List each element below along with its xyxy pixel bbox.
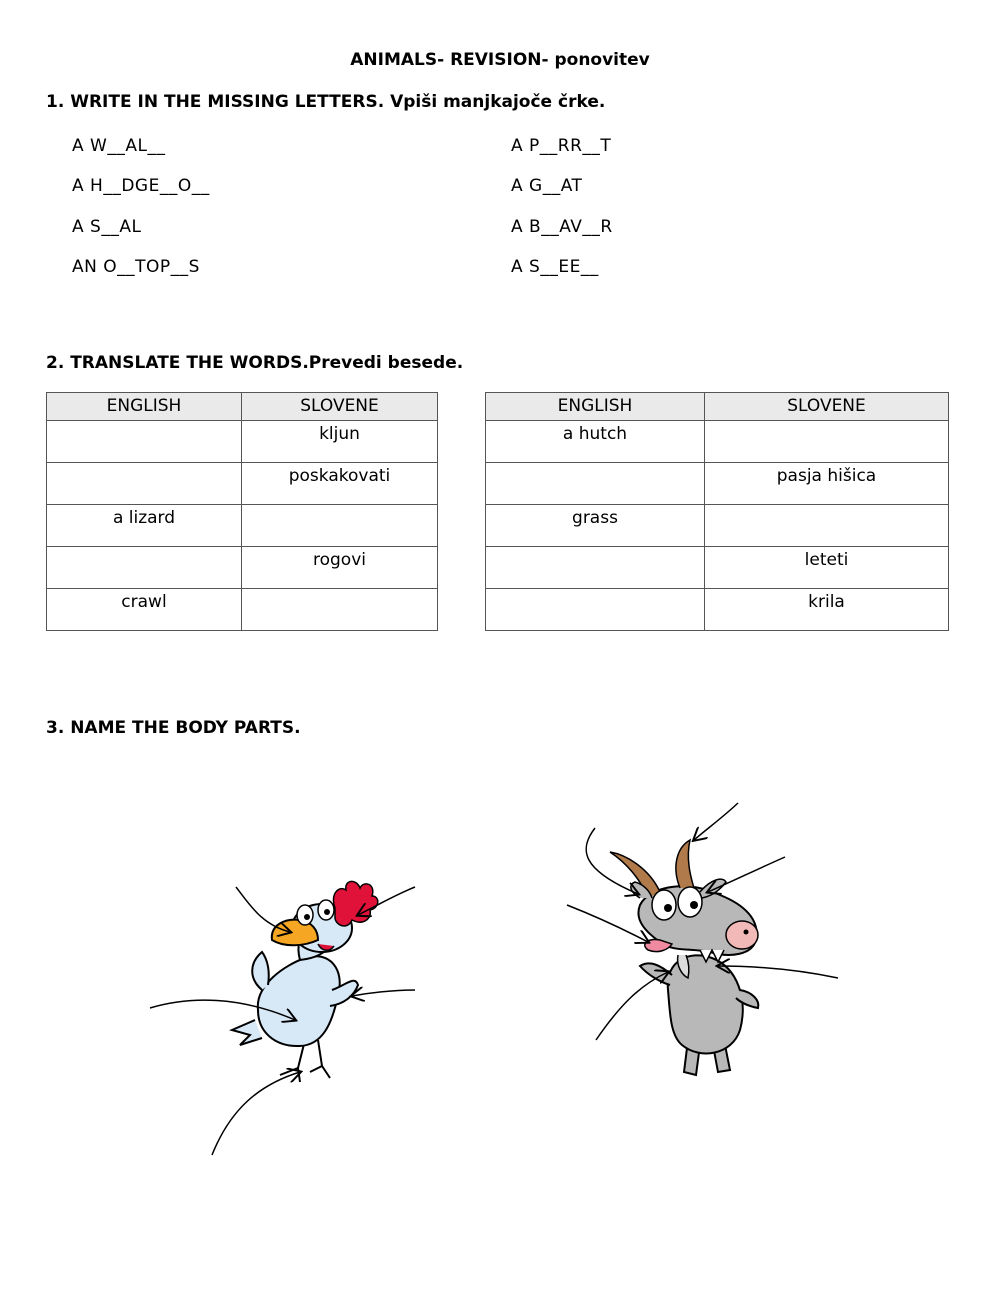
table-row (47, 421, 438, 463)
table-row (47, 547, 438, 589)
english-cell[interactable] (486, 463, 705, 505)
translation-table-left (46, 392, 438, 631)
slovene-cell[interactable]: pasja hišica (705, 463, 949, 505)
missing-letters-item: A P__RR__T (511, 136, 612, 156)
rooster-body (258, 956, 340, 1046)
rooster-pupil (304, 914, 310, 920)
table-row (486, 589, 949, 631)
goat-eye (652, 890, 676, 920)
pointer-arrow (352, 990, 415, 996)
pointer-arrow (596, 972, 668, 1040)
english-cell[interactable] (47, 547, 242, 589)
rooster-tail (232, 1020, 262, 1045)
column-header-english: ENGLISH (486, 393, 705, 421)
slovene-cell[interactable] (242, 505, 438, 547)
slovene-cell[interactable]: rogovi (242, 547, 438, 589)
section-3-heading: 3. NAME THE BODY PARTS. (46, 718, 301, 738)
missing-letters-item: A S__AL (72, 217, 142, 237)
english-cell[interactable] (486, 547, 705, 589)
table-row (47, 589, 438, 631)
goat-pupil (664, 904, 672, 912)
rooster-foot (280, 1066, 330, 1082)
rooster-wing (252, 952, 269, 990)
column-header-english: ENGLISH (47, 393, 242, 421)
missing-letters-item: A B__AV__R (511, 217, 613, 237)
english-cell[interactable]: crawl (47, 589, 242, 631)
goat-arm (640, 963, 672, 985)
english-cell[interactable] (486, 589, 705, 631)
translation-table-right (485, 392, 949, 631)
missing-letters-item: A S__EE__ (511, 257, 599, 277)
pointer-arrow (718, 966, 838, 978)
missing-letters-item: AN O__TOP__S (72, 257, 200, 277)
slovene-cell[interactable] (705, 421, 949, 463)
section-1-heading: 1. WRITE IN THE MISSING LETTERS. Vpiši manjkajoče črke. (46, 92, 606, 112)
table-row (486, 505, 949, 547)
table-header-row (47, 393, 438, 421)
body-parts-illustrations (0, 760, 1000, 1180)
slovene-cell[interactable] (705, 505, 949, 547)
english-cell[interactable] (47, 463, 242, 505)
english-cell[interactable]: a hutch (486, 421, 705, 463)
rooster-illustration (150, 881, 415, 1155)
goat-horn (676, 840, 694, 888)
pointer-arrow (708, 857, 785, 892)
goat-pupil (690, 901, 698, 909)
slovene-cell[interactable]: kljun (242, 421, 438, 463)
goat-illustration (567, 803, 838, 1075)
slovene-cell[interactable]: leteti (705, 547, 949, 589)
pointer-arrow (212, 1072, 300, 1155)
table-header-row (486, 393, 949, 421)
slovene-cell[interactable]: krila (705, 589, 949, 631)
goat-nose (726, 921, 758, 949)
english-cell[interactable] (47, 421, 242, 463)
table-row (486, 463, 949, 505)
rooster-beak (272, 920, 318, 946)
missing-letters-item: A G__AT (511, 176, 583, 196)
slovene-cell[interactable] (242, 589, 438, 631)
pointer-arrow (694, 803, 738, 840)
column-header-slovene: SLOVENE (705, 393, 949, 421)
english-cell[interactable]: a lizard (47, 505, 242, 547)
table-row (47, 505, 438, 547)
missing-letters-item: A H__DGE__O__ (72, 176, 210, 196)
goat-eye (678, 887, 702, 917)
missing-letters-item: A W__AL__ (72, 136, 166, 156)
table-row (486, 547, 949, 589)
rooster-pupil (324, 909, 330, 915)
pointer-arrow (567, 905, 648, 942)
goat-body (668, 955, 743, 1053)
page-title: ANIMALS- REVISION- ponovitev (350, 50, 650, 70)
section-2-heading: 2. TRANSLATE THE WORDS.Prevedi besede. (46, 353, 464, 373)
english-cell[interactable]: grass (486, 505, 705, 547)
table-row (47, 463, 438, 505)
column-header-slovene: SLOVENE (242, 393, 438, 421)
table-row (486, 421, 949, 463)
rooster-comb (333, 881, 377, 926)
slovene-cell[interactable]: poskakovati (242, 463, 438, 505)
goat-nostril (744, 930, 749, 935)
